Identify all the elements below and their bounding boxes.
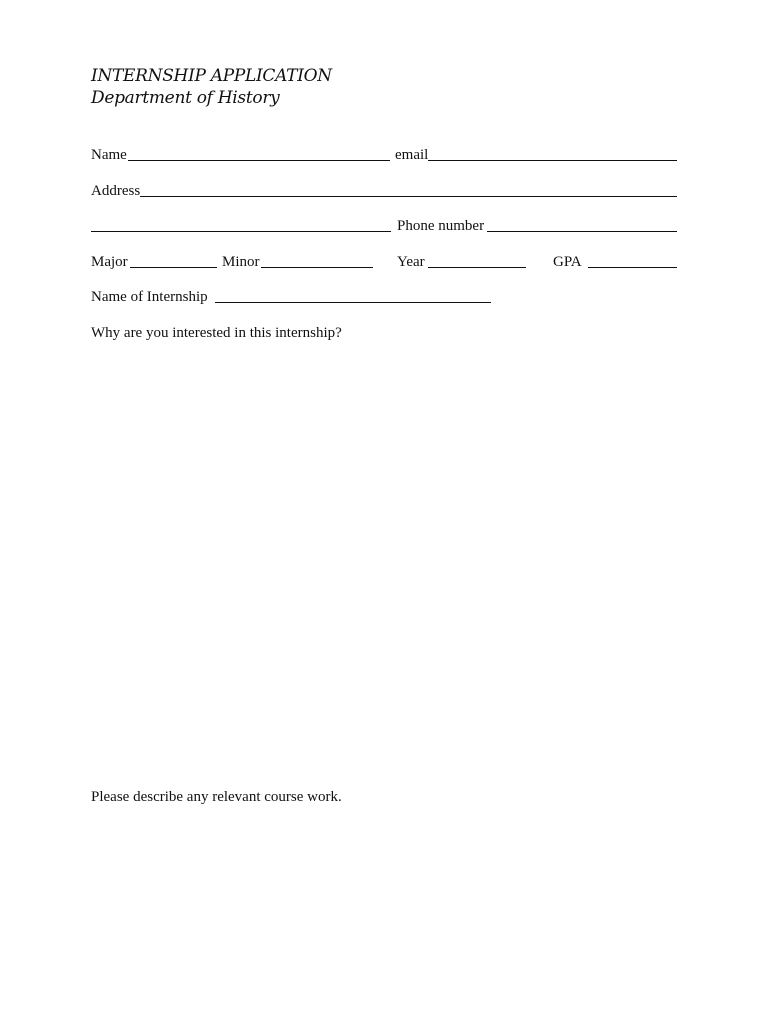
email-field[interactable]	[428, 160, 677, 161]
phone-field[interactable]	[487, 231, 677, 232]
address-label: Address	[91, 183, 141, 199]
why-interested-question: Why are you interested in this internship?	[91, 325, 342, 341]
internship-field[interactable]	[215, 302, 491, 303]
minor-field[interactable]	[261, 267, 373, 268]
gpa-label: GPA	[553, 254, 582, 270]
form-title: INTERNSHIP APPLICATION	[91, 66, 332, 86]
address-line-2-field[interactable]	[91, 231, 391, 232]
name-field[interactable]	[128, 160, 390, 161]
department-subtitle: Department of History	[91, 88, 280, 108]
name-label: Name	[91, 147, 127, 163]
major-label: Major	[91, 254, 128, 270]
email-label: email	[395, 147, 429, 163]
coursework-prompt: Please describe any relevant course work.	[91, 789, 342, 805]
minor-label: Minor	[222, 254, 260, 270]
phone-label: Phone number	[397, 218, 485, 234]
major-field[interactable]	[130, 267, 217, 268]
gpa-field[interactable]	[588, 267, 677, 268]
address-field[interactable]	[140, 196, 677, 197]
year-label: Year	[397, 254, 425, 270]
internship-label: Name of Internship	[91, 289, 208, 305]
year-field[interactable]	[428, 267, 526, 268]
